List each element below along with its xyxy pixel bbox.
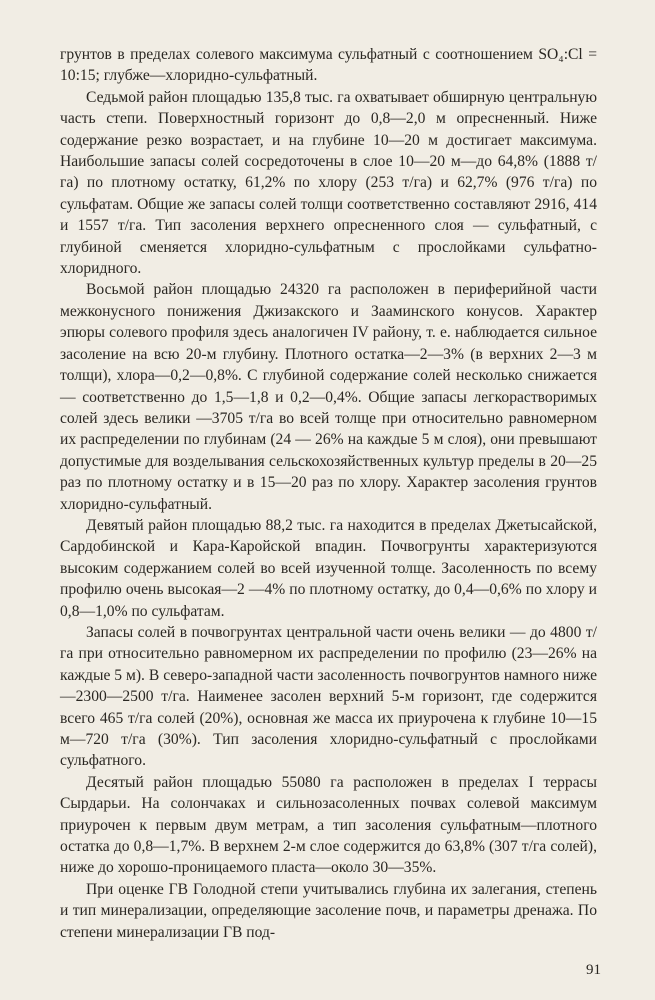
paragraph-district-8: Восьмой район площадью 24320 га расположен в периферийной части межконусного понижения Джизакского и Зааминского конусов. Характер эпюры солевого профиля здесь аналогичен IV району, т. е. наблюдается сильное засоление на всю 20-м глубину. Плотного остатка—2—3% (в верхних 2—3 м толщи), хлора—0,2—0,8%. С глубиной содержание солей несколько снижается — соответственно до 1,5—1,8 и 0,2—0,4%. Общие запасы легкорастворимых солей здесь велики —3705 т/га во всей толще при относительно равномерном их распределении по глубинам (24 — 26% на каждые 5 м слоя), они превышают допустимые для возделывания сельскохозяйственных культур пределы в 20—25 раз по плотному остатку и в 15—20 раз по хлору. Характер засоления грунтов хлоридно-сульфатный.: [60, 281, 597, 513]
body-text: [60, 44, 597, 943]
paragraph-district-10: Десятый район площадью 55080 га расположен в пределах I террасы Сырдарьи. На солончаках и сильнозасоленных почвах солевой максимум приурочен к первым двум метрам, а тип засоления сульфатным—плотного остатка до 0,8—1,7%. В верхнем 2-м слое содержится до 63,8% (307 т/га солей), ниже до хорошо-проницаемого пласта—около 30—35%.: [60, 773, 597, 877]
paragraph-groundwater: При оценке ГВ Голодной степи учитывались глубина их залегания, степень и тип минерализации, определяющие засоление почв, и параметры дренажа. По степени минерализации ГВ под-: [60, 880, 597, 941]
paragraph-district-7: Седьмой район площадью 135,8 тыс. га охватывает обширную центральную часть степи. Поверхностный горизонт до 0,8—2,0 м опресненный. Ниже содержание резко возрастает, и на глубине 10—20 м достигает максимума. Наибольшие запасы солей сосредоточены в слое 10—20 м—до 64,8% (1888 т/га) по плотному остатку, 61,2% по хлору (253 т/га) и 62,7% (976 т/га) по сульфатам. Общие же запасы солей толщи соответственно составляют 2916, 414 и 1557 т/га. Тип засоления верхнего опресненного слоя — сульфатный, с глубиной сменяется хлоридно-сульфатным с прослойками сульфатно-хлоридного.: [60, 88, 597, 278]
paragraph-continuation: грунтов в пределах солевого максимума сульфатный с соотношением SO₄:Cl = 10:15; глубже—хлоридно-сульфатный.: [60, 46, 597, 85]
paragraph-district-9: Девятый район площадью 88,2 тыс. га находится в пределах Джетысайской, Сардобинской и Кара-Каройской впадин. Почвогрунты характеризуются высоким содержанием солей во всей изученной толще. Засоленность по всему профилю очень высокая—2 —4% по плотному остатку, до 0,4—0,6% по хлору и 0,8—1,0% по сульфатам.: [60, 516, 597, 620]
page-number: 91: [586, 962, 601, 978]
paragraph-salt-reserves: Запасы солей в почвогрунтах центральной части очень велики — до 4800 т/га при относительно равномерном их распределении по профилю (23—26% на каждые 5 м). В северо-западной части засоленность почвогрунтов намного ниже—2300—2500 т/га. Наименее засолен верхний 5-м горизонт, где содержится всего 465 т/га солей (20%), основная же масса их приурочена к глубине 10—15 м—720 т/га (30%). Тип засоления хлоридно-сульфатный с прослойками сульфатного.: [60, 623, 597, 770]
